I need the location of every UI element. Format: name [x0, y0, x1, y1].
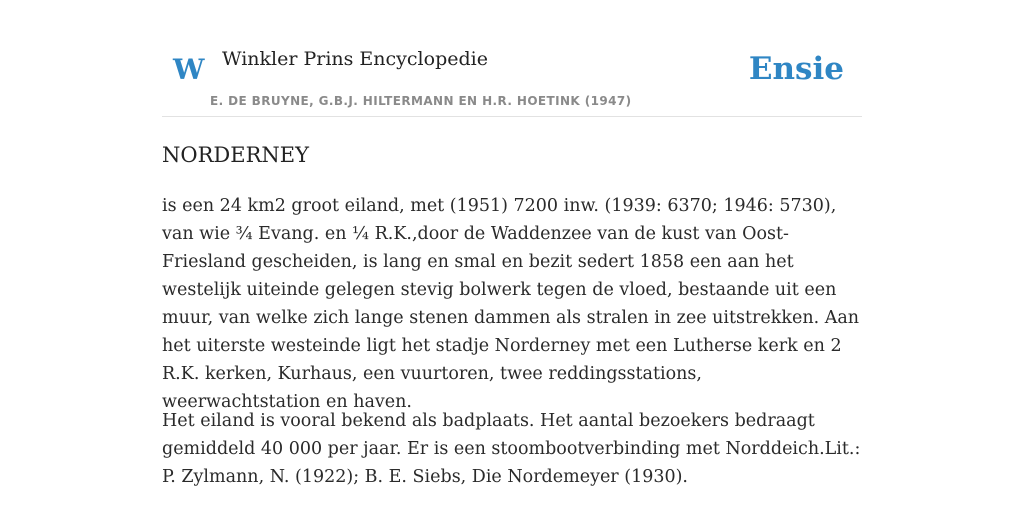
source-title[interactable]: Winkler Prins Encyclopedie [222, 48, 488, 70]
brand-logo[interactable]: Ensie [748, 51, 844, 87]
source-header [162, 0, 862, 117]
article-title: NORDERNEY [162, 143, 309, 167]
article-paragraph: Het eiland is vooral bekend als badplaats. Het aantal bezoekers bedraagt gemiddeld 40 000 per jaar. Er is een stoombootverbinding met Norddeich.Lit.: P. Zylmann, N. (1922); B. E. Siebs, Die Nordemeyer (1930). [162, 411, 861, 487]
page [162, 0, 862, 487]
source-authors: E. DE BRUYNE, G.B.J. HILTERMANN EN H.R. HOETINK (1947) [210, 94, 632, 108]
article-paragraph: is een 24 km2 groot eiland, met (1951) 7200 inw. (1939: 6370; 1946: 5730), van wie ¾ Evang. en ¼ R.K.,door de Waddenzee van de kust van Oost-Friesland gescheiden, is lang en smal en bezit sedert 1858 een aan het westelijk uiteinde gelegen stevig bolwerk tegen de vloed, bestaande uit een muur, van welke zich lange stenen dammen als stralen in zee uitstrekken. Aan het uiterste westeinde ligt het stadje Norderney met een Lutherse kerk en 2 R.K. kerken, Kurhaus, een vuurtoren, twee reddingsstations, weerwachtstation en haven. [162, 196, 860, 412]
source-logo[interactable]: W [173, 53, 205, 86]
